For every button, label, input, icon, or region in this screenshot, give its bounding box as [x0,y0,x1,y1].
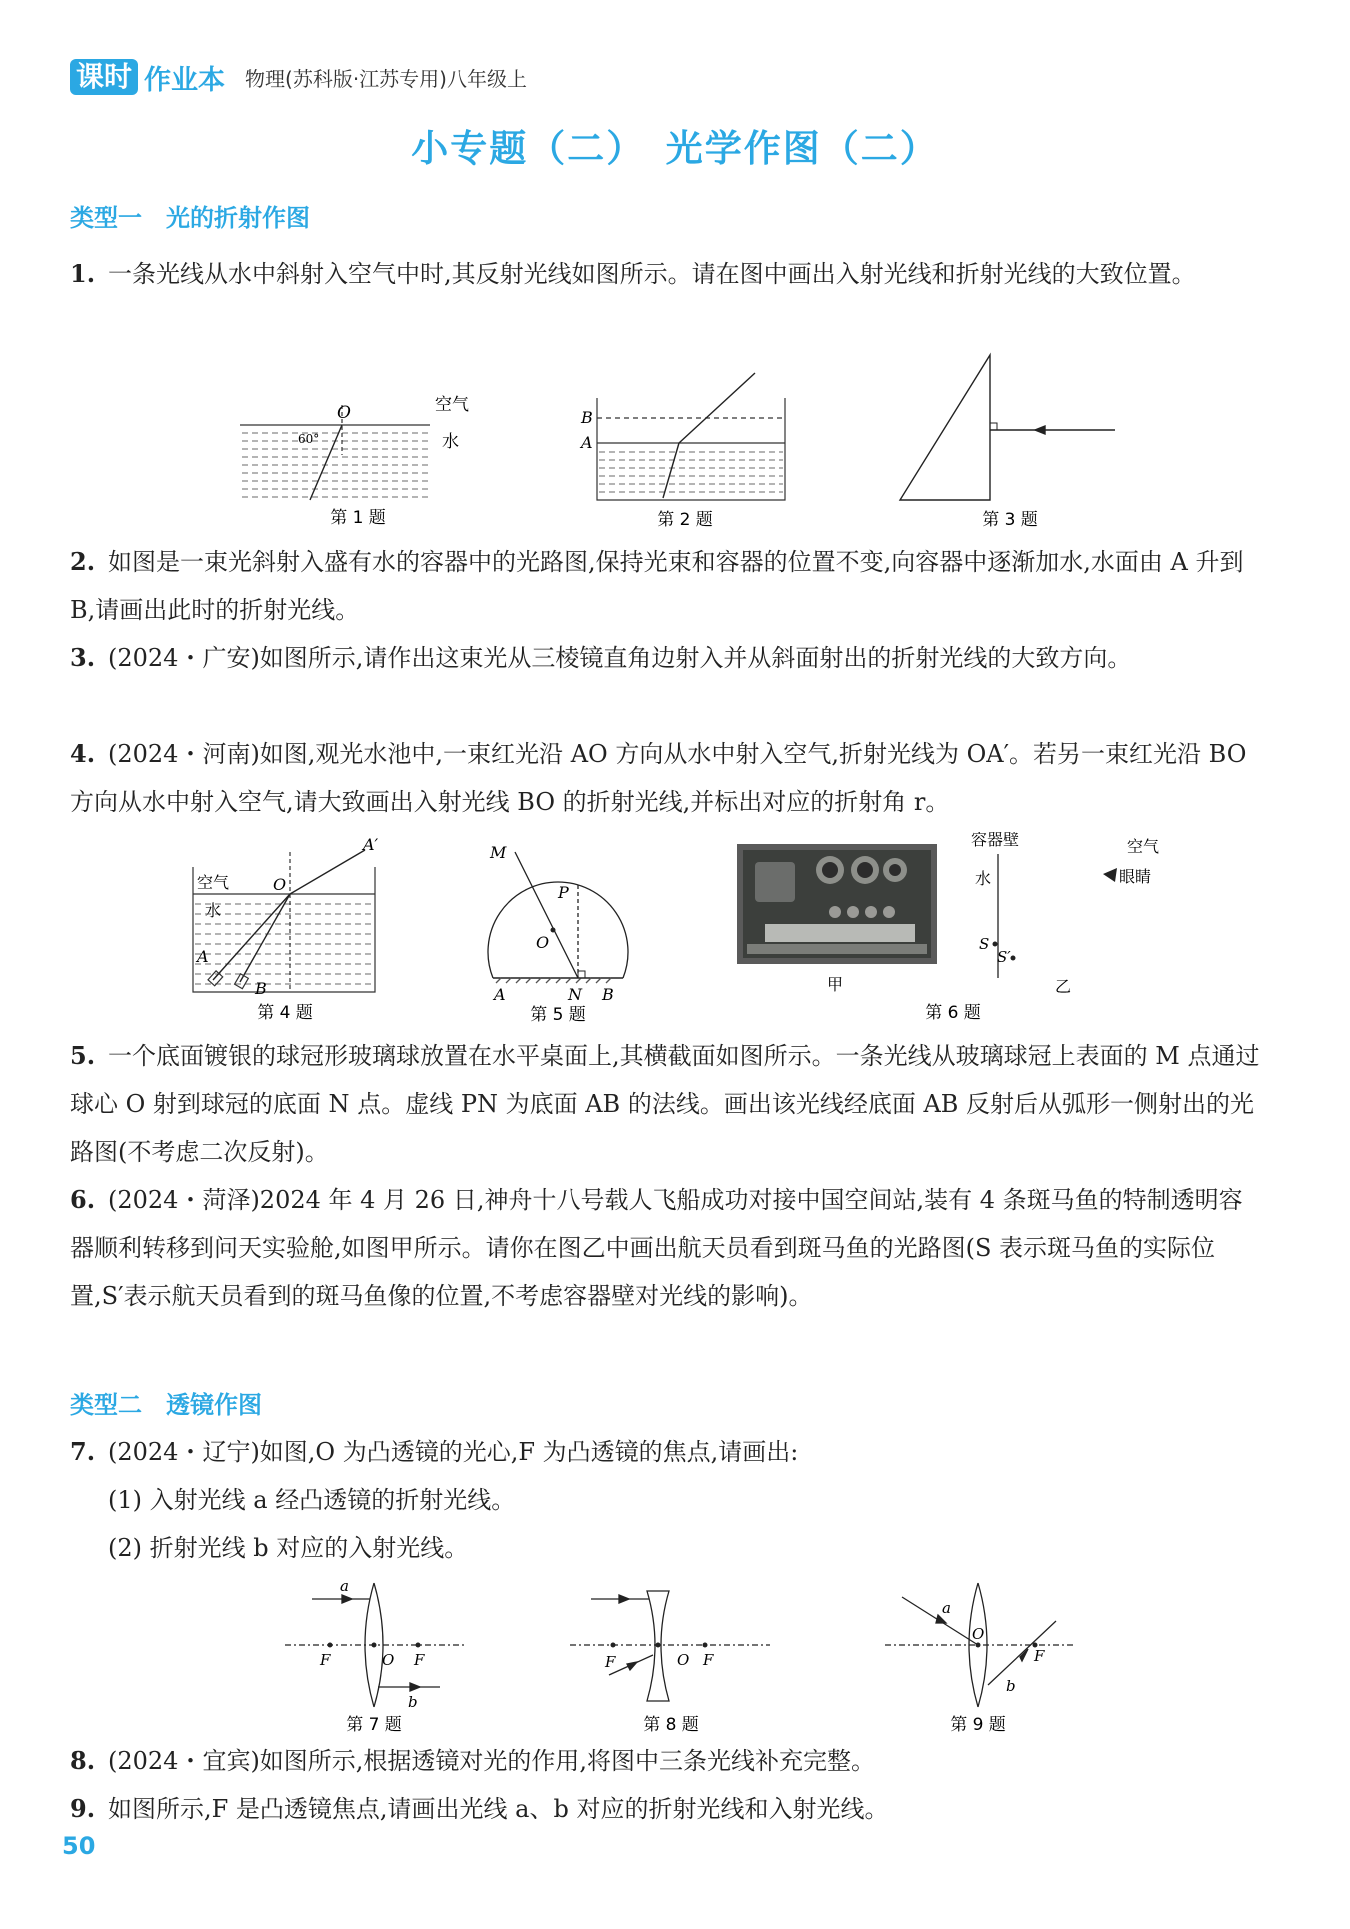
question-text: 一条光线从水中斜射入空气中时,其反射光线如图所示。请在图中画出入射光线和折射光线的大致位置。 [108,260,1196,288]
label-yi: 乙 [1054,977,1072,996]
focus-label: F [1034,1647,1045,1665]
question-number: 5. [70,1041,96,1070]
figure-5 [478,840,638,1028]
ray-a-label: a [942,1599,951,1617]
question-7 [70,1428,1260,1572]
focus-right-label: F [414,1651,425,1669]
figure-4 [185,832,405,1027]
point-B-label: B [255,979,267,998]
point-N-label: N [568,985,582,1004]
figure-caption: 第 9 题 [950,1715,1006,1735]
question-1 [70,250,1260,298]
logo-badge: 课时 [70,59,138,95]
ray-b-label: b [1006,1677,1016,1695]
figure-6 [735,832,1205,1028]
figure-caption: 第 3 题 [982,510,1038,530]
point-A-label: A [581,433,593,452]
point-O-label: O [536,933,550,952]
point-A-label: A [494,985,506,1004]
angle-label: 60° [298,432,320,446]
question-7-part-1: (1) 入射光线 a 经凸透镜的折射光线。 [108,1486,516,1514]
focus-right-label: F [703,1651,714,1669]
focus-left-label: F [605,1653,616,1671]
point-B-label: B [581,408,593,427]
ray-a-label: a [340,1577,349,1595]
eye-label: 眼睛 [1119,867,1152,886]
question-3 [70,634,1260,682]
question-text: 如图所示,F 是凸透镜焦点,请画出光线 a、b 对应的折射光线和入射光线。 [108,1795,889,1823]
point-B-label: B [602,985,614,1004]
air-label: 空气 [1127,837,1160,856]
page-title: 小专题（二） 光学作图（二） [411,127,939,170]
question-text: (2024・辽宁)如图,O 为凸透镜的光心,F 为凸透镜的焦点,请画出: [108,1438,799,1466]
question-number: 6. [70,1185,96,1214]
water-label: 水 [975,869,992,888]
air-label: 空气 [197,873,230,892]
book-subtitle: 物理(苏科版·江苏专用)八年级上 [245,66,527,91]
section-heading-1: 类型一 光的折射作图 [70,204,310,232]
eye-icon [1103,868,1117,882]
point-M-label: M [490,843,507,862]
figure-caption: 第 2 题 [657,510,713,530]
point-O-label: O [337,403,351,423]
question-number: 1. [70,259,96,288]
figure-7 [280,1575,480,1735]
figure-caption: 第 5 题 [530,1005,586,1025]
question-text: (2024・广安)如图所示,请作出这束光从三棱镜直角边射入并从斜面射出的折射光线的大致方向。 [108,644,1132,672]
question-text: 一个底面镀银的球冠形玻璃球放置在水平桌面上,其横截面如图所示。一条光线从玻璃球冠上表面的 M 点通过球心 O 射到球冠的底面 N 点。虚线 PN 为底面 AB 的法线。画出该光线经底面 AB 反射后从弧形一侧射出的光路图(不考虑二次反射)。 [70,1042,1260,1166]
question-number: 7. [70,1437,96,1466]
focus-left-label: F [320,1651,331,1669]
point-O-label: O [273,875,287,894]
page-number: 50 [62,1832,96,1860]
question-2 [70,538,1260,634]
air-label: 空气 [435,395,469,415]
question-number: 4. [70,739,96,768]
question-4 [70,730,1260,826]
water-label: 水 [205,901,222,920]
optical-center-label: O [382,1651,395,1669]
logo-text: 作业本 [144,64,226,96]
figure-caption: 第 4 题 [257,1003,313,1023]
ray-b-label: b [408,1693,418,1711]
optical-center-label: O [972,1625,985,1643]
water-label: 水 [442,432,459,452]
zebrafish-container-photo [737,844,937,964]
question-6 [70,1176,1260,1320]
header [70,58,527,96]
point-A-label: A [197,947,209,966]
figure-3 [890,350,1130,530]
container-wall-label: 容器壁 [970,832,1020,849]
point-S-label: S [979,935,990,953]
question-8 [70,1737,1260,1785]
figure-1 [230,385,490,530]
figure-8 [565,1583,775,1735]
question-text: (2024・宜宾)如图所示,根据透镜对光的作用,将图中三条光线补充完整。 [108,1747,876,1775]
question-text: 如图是一束光斜射入盛有水的容器中的光路图,保持光束和容器的位置不变,向容器中逐渐加水,水面由 A 升到 B,请画出此时的折射光线。 [70,548,1244,624]
question-text: (2024・河南)如图,观光水池中,一束红光沿 AO 方向从水中射入空气,折射光线为 OA′。若另一束红光沿 BO 方向从水中射入空气,请大致画出入射光线 BO 的折射光线,并标出对应的折射角 r。 [70,740,1247,816]
optical-center-label: O [677,1651,690,1669]
figure-caption: 第 7 题 [346,1715,402,1735]
question-number: 3. [70,643,96,672]
question-number: 8. [70,1746,96,1775]
question-text: (2024・菏泽)2024 年 4 月 26 日,神舟十八号载人飞船成功对接中国空间站,装有 4 条斑马鱼的特制透明容器顺利转移到问天实验舱,如图甲所示。请你在图乙中画出航天员看到斑马鱼的光路图(S 表示斑马鱼的实际位置,S′表示航天员看到的斑马鱼像的位置,不考虑容器壁对光线的影响)。 [70,1186,1243,1310]
question-9 [70,1785,1260,1833]
figure-caption: 第 8 题 [643,1715,699,1735]
question-number: 2. [70,547,96,576]
section-heading-2: 类型二 透镜作图 [70,1391,262,1419]
figure-caption: 第 6 题 [925,1003,981,1023]
point-P-label: P [558,883,569,902]
figure-9 [880,1575,1080,1735]
figure-2 [575,368,795,530]
point-S-prime-label: S′ [997,948,1011,966]
question-number: 9. [70,1794,96,1823]
question-5 [70,1032,1260,1176]
figure-caption: 第 1 题 [330,508,386,528]
point-A-prime-label: A′ [363,835,379,854]
label-jia: 甲 [826,975,844,994]
question-7-part-2: (2) 折射光线 b 对应的入射光线。 [108,1534,469,1562]
